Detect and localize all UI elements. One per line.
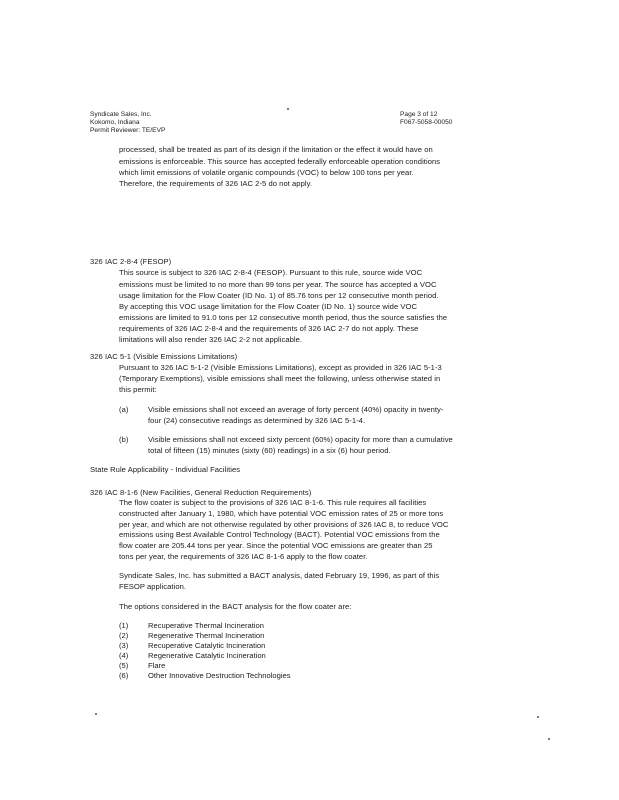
fesop-line: By accepting this VOC usage limitation for the Flow Coater (ID No. 1) source wide VOC xyxy=(119,302,417,311)
fesop-line: emissions are limited to 91.0 tons per 12 consecutive month period, thus the source satisfies the xyxy=(119,313,448,322)
visible-item-line: Visible emissions shall not exceed sixty percent (60%) opacity for more than a cumulative xyxy=(148,435,453,444)
visible-item-label: (a) xyxy=(119,405,129,414)
intro-line: processed, shall be treated as part of its design if the limitation or the effect it would have on xyxy=(119,145,433,154)
scan-speck xyxy=(287,108,289,110)
visible-item-label: (b) xyxy=(119,435,129,444)
header-page-number: Page 3 of 12 xyxy=(400,111,438,118)
state-rule-heading: State Rule Applicability - Individual Facilities xyxy=(90,465,241,474)
option-number: (2) xyxy=(119,631,129,640)
option-number: (6) xyxy=(119,671,129,680)
bact-line: per year, and which are not otherwise regulated by other provisions of 326 IAC 8, to reduce VOC xyxy=(119,520,449,529)
option-text: Regenerative Catalytic Incineration xyxy=(148,651,266,660)
header-company: Syndicate Sales, Inc. xyxy=(90,111,152,118)
visible-item-line: Visible emissions shall not exceed an average of forty percent (40%) opacity in twenty- xyxy=(148,405,444,414)
bact-submitted-line: Syndicate Sales, Inc. has submitted a BACT analysis, dated February 19, 1996, as part of this xyxy=(119,571,440,580)
bact-options-intro: The options considered in the BACT analysis for the flow coater are: xyxy=(119,602,352,611)
visible-item-line: four (24) consecutive readings as determined by 326 IAC 5-1-4. xyxy=(148,416,366,425)
fesop-line: This source is subject to 326 IAC 2-8-4 (FESOP). Pursuant to this rule, source wide VOC xyxy=(119,268,423,277)
scan-speck xyxy=(548,738,550,740)
scan-speck xyxy=(537,716,539,718)
option-text: Other Innovative Destruction Technologies xyxy=(148,671,291,680)
option-number: (3) xyxy=(119,641,129,650)
bact-heading: 326 IAC 8-1-6 (New Facilities, General Reduction Requirements) xyxy=(90,488,312,497)
header-permit-number: F067-5058-00050 xyxy=(400,119,453,126)
scan-speck xyxy=(95,713,97,715)
option-number: (1) xyxy=(119,621,129,630)
option-number: (5) xyxy=(119,661,129,670)
visible-line: (Temporary Exemptions), visible emissions shall meet the following, unless otherwise stated in xyxy=(119,374,441,383)
option-text: Regenerative Thermal Incineration xyxy=(148,631,265,640)
option-text: Recuperative Thermal Incineration xyxy=(148,621,264,630)
visible-line: this permit: xyxy=(119,385,157,394)
visible-item-line: total of fifteen (15) minutes (sixty (60) readings) in a six (6) hour period. xyxy=(148,446,391,455)
fesop-line: requirements of 326 IAC 2-8-4 and the requirements of 326 IAC 2-7 do not apply. These xyxy=(119,324,419,333)
visible-heading: 326 IAC 5-1 (Visible Emissions Limitations) xyxy=(90,352,238,361)
fesop-heading: 326 IAC 2-8-4 (FESOP) xyxy=(90,257,172,266)
bact-line: constructed after January 1, 1980, which have potential VOC emission rates of 25 or more tons xyxy=(119,509,444,518)
fesop-line: limitations will also render 326 IAC 2-2 not applicable. xyxy=(119,335,303,344)
intro-line: Therefore, the requirements of 326 IAC 2-5 do not apply. xyxy=(119,179,313,188)
intro-line: which limit emissions of volatile organic compounds (VOC) to below 100 tons per year. xyxy=(119,168,414,177)
option-text: Recuperative Catalytic Incineration xyxy=(148,641,266,650)
option-number: (4) xyxy=(119,651,129,660)
bact-submitted-line: FESOP application. xyxy=(119,582,187,591)
header-location: Kokomo, Indiana xyxy=(90,119,140,126)
visible-line: Pursuant to 326 IAC 5-1-2 (Visible Emissions Limitations), except as provided in 326 IAC 5-1-3 xyxy=(119,363,442,372)
bact-line: flow coater are 205.44 tons per year. Since the potential VOC emissions are greater than 25 xyxy=(119,541,433,550)
fesop-line: usage limitation for the Flow Coater (ID No. 1) of 85.76 tons per 12 consecutive month period. xyxy=(119,291,439,300)
option-text: Flare xyxy=(148,661,166,670)
header-reviewer: Permit Reviewer: TE/EVP xyxy=(90,127,166,134)
bact-line: The flow coater is subject to the provisions of 326 IAC 8-1-6. This rule requires all facilities xyxy=(119,498,427,507)
intro-line: emissions is enforceable. This source has accepted federally enforceable operation conditions xyxy=(119,157,441,166)
fesop-line: emissions must be limited to no more than 99 tons per year. The source has accepted a VOC xyxy=(119,280,437,289)
bact-line: emissions using Best Available Control Technology (BACT). Potential VOC emissions from the xyxy=(119,530,440,539)
bact-line: tons per year, the requirements of 326 IAC 8-1-6 apply to the flow coater. xyxy=(119,552,368,561)
